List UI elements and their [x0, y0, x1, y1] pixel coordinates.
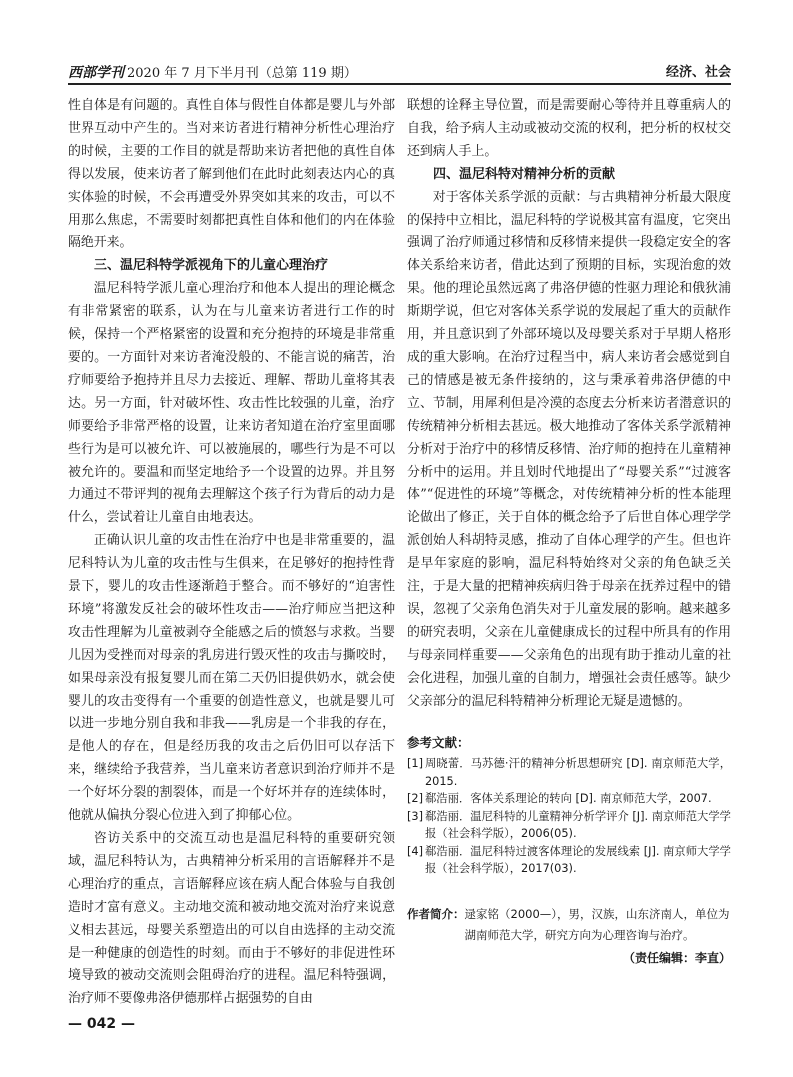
- right-column: [407, 95, 731, 968]
- references-list: [407, 755, 731, 878]
- references-title: 参考文献：: [407, 735, 470, 751]
- section-heading: 四、温尼科特对精神分析的贡献: [433, 166, 616, 182]
- paragraph: 温尼科特学派儿童心理治疗和他本人提出的理论概念有非常紧密的联系，认为在与儿童来访者进行工作的时候，保持一个严格紧密的设置和充分抱持的环境是非常重要的。一方面针对来访者淹没般的、不能言说的痛苦，治疗师要给予抱持并且尽力去接近、理解、帮助儿童将其表达。另一方面，针对破坏性、攻击性比较强的儿童，治疗师要给予非常严格的设置，让来访者知道在治疗室里面哪些行为是可以被允许、可以被施展的，哪些行为是不可以被允许的。要温和而坚定地给予一个设置的边界。并且努力通过不带评判的视角去理解这个孩子行为背后的动力是什么，尝试着让儿童自由地表达。: [68, 281, 395, 526]
- page-number: — 042 —: [68, 1016, 135, 1032]
- reference-item: [407, 843, 731, 878]
- page-header: [68, 63, 731, 85]
- reference-item: [407, 790, 731, 808]
- reference-number: [3]: [407, 809, 424, 823]
- journal-logo: 西部学刊: [68, 65, 124, 81]
- reference-text: 郗浩丽．温尼科特的儿童精神分析学评介 [J]. 南京师范大学学报（社会科学版），2006(05).: [425, 809, 731, 841]
- reference-text: 郗浩丽．温尼科特过渡客体理论的发展线索 [J]. 南京师大学学报（社会科学版），2017(03).: [425, 844, 731, 876]
- paragraph: 联想的诠释主导位置，而是需要耐心等待并且尊重病人的自我，给予病人主动或被动交流的权利，把分析的权杖交还到病人手上。: [407, 98, 731, 159]
- journal-masthead: [68, 63, 357, 84]
- reference-number: [4]: [407, 844, 424, 858]
- author-label: 作者简介：: [407, 906, 465, 921]
- paragraph: 正确认识儿童的攻击性在治疗中也是非常重要的，温尼科特认为儿童的攻击性与生俱来，在足够好的抱持性背景下，婴儿的攻击性逐渐趋于整合。而不够好的“迫害性环境”将激发反社会的破坏性攻击——治疗师应当把这种攻击性理解为儿童被剥夺全能感之后的愤怒与求救。当婴儿因为受挫而对母亲的乳房进行毁灭性的攻击与撕咬时，如果母亲没有报复婴儿而在第二天仍旧提供奶水，就会使婴儿的攻击变得有一个重要的创造性意义，也就是婴儿可以进一步地分别自我和非我——乳房是一个非我的存在，是他人的存在，但是经历我的攻击之后仍旧可以存活下来，继续给予我营养，当儿童来访者意识到治疗师并不是一个好坏分裂的割裂体，而是一个好坏并存的连续体时，他就从偏执分裂心位进入到了抑郁心位。: [68, 533, 395, 824]
- reference-item: [407, 808, 731, 843]
- reference-number: [2]: [407, 792, 424, 806]
- reference-text: 周晓蕾．马苏德·汗的精神分析思想研究 [D]. 南京师范大学，2015.: [425, 757, 731, 788]
- paragraph: 咨访关系中的交流互动也是温尼科特的重要研究领域，温尼科特认为，古典精神分析采用的言语解释并不是心理治疗的重点，言语解释应该在病人配合体验与自我创造时才富有意义。主动地交流和被动地交流对治疗来说意义相去甚远，母婴关系塑造出的可以自由选择的主动交流是一种健康的创造性的时刻。而由于不够好的非促进性环境导致的被动交流则会阻碍治疗的进程。温尼科特强调，治疗师不要像弗洛伊德那样占据强势的自由: [68, 831, 395, 1007]
- left-column: [68, 95, 395, 1011]
- author-text: 逯家铭（2000—），男，汉族，山东济南人，单位为湖南师范大学，研究方向为心理咨询与治疗。: [464, 906, 730, 942]
- editor-credit: （责任编辑：李直）: [622, 950, 731, 965]
- paragraph: 对于客体关系学派的贡献：与古典精神分析最大限度的保持中立相比，温尼科特的学说极其富有温度，它突出强调了治疗师通过移情和反移情来提供一段稳定安全的客体关系给来访者，借此达到了预期的目标，实现治愈的效果。他的理论虽然远离了弗洛伊德的性驱力理论和俄狄浦斯期学说，但它对客体关系学说的发展起了重大的贡献作用，并且意识到了外部环境以及母婴关系对于早期人格形成的重大影响。在治疗过程当中，病人来访者会感觉到自己的情感是被无条件接纳的，这与秉承着弗洛伊德的中立、节制，用犀利但是冷漠的态度去分析来访者潜意识的传统精神分析相去甚远。极大地推动了客体关系学派精神分析对于治疗中的移情反移情、治疗师的抱持在儿童精神分析中的运用。并且划时代地提出了“母婴关系”“过渡客体”“促进性的环境”等概念，对传统精神分析的性本能理论做出了修正，关于自体的概念给予了后世自体心理学学派创始人科胡特灵感，推动了自体心理学的产生。但也许是早年家庭的影响，温尼科特始终对父亲的角色缺乏关注，于是大量的把精神疾病归咎于母亲在抚养过程中的错误，忽视了父亲角色消失对于儿童发展的影响。越来越多的研究表明，父亲在儿童健康成长的过程中所具有的作用与母亲同样重要——父亲角色的出现有助于推动儿童的社会化进程，加强儿童的自制力，增强社会责任感等。缺少父亲部分的温尼科特精神分析理论无疑是遗憾的。: [407, 189, 731, 709]
- issue-info: 2020 年 7 月下半月刊（总第 119 期）: [127, 66, 357, 81]
- section-name: 经济、社会: [665, 65, 731, 80]
- section-heading: 三、温尼科特学派视角下的儿童心理治疗: [94, 258, 329, 274]
- reference-text: 郗浩丽．客体关系理论的转向 [D]. 南京师范大学，2007.: [425, 792, 712, 806]
- paragraph: 性自体是有问题的。真性自体与假性自体都是婴儿与外部世界互动中产生的。当对来访者进行精神分析性心理治疗的时候，主要的工作目的就是帮助来访者把他的真性自体得以发展，使来访者了解到他们在此时此刻表达内心的真实体验的时候，不会再遭受外界突如其来的攻击，可以不用那么焦虑，不需要时刻都把真性自体和他们的内在体验隔绝开来。: [68, 98, 395, 251]
- reference-number: [1]: [407, 757, 424, 771]
- author-bio: [407, 904, 731, 946]
- header-rule: [68, 83, 731, 85]
- reference-item: [407, 755, 731, 790]
